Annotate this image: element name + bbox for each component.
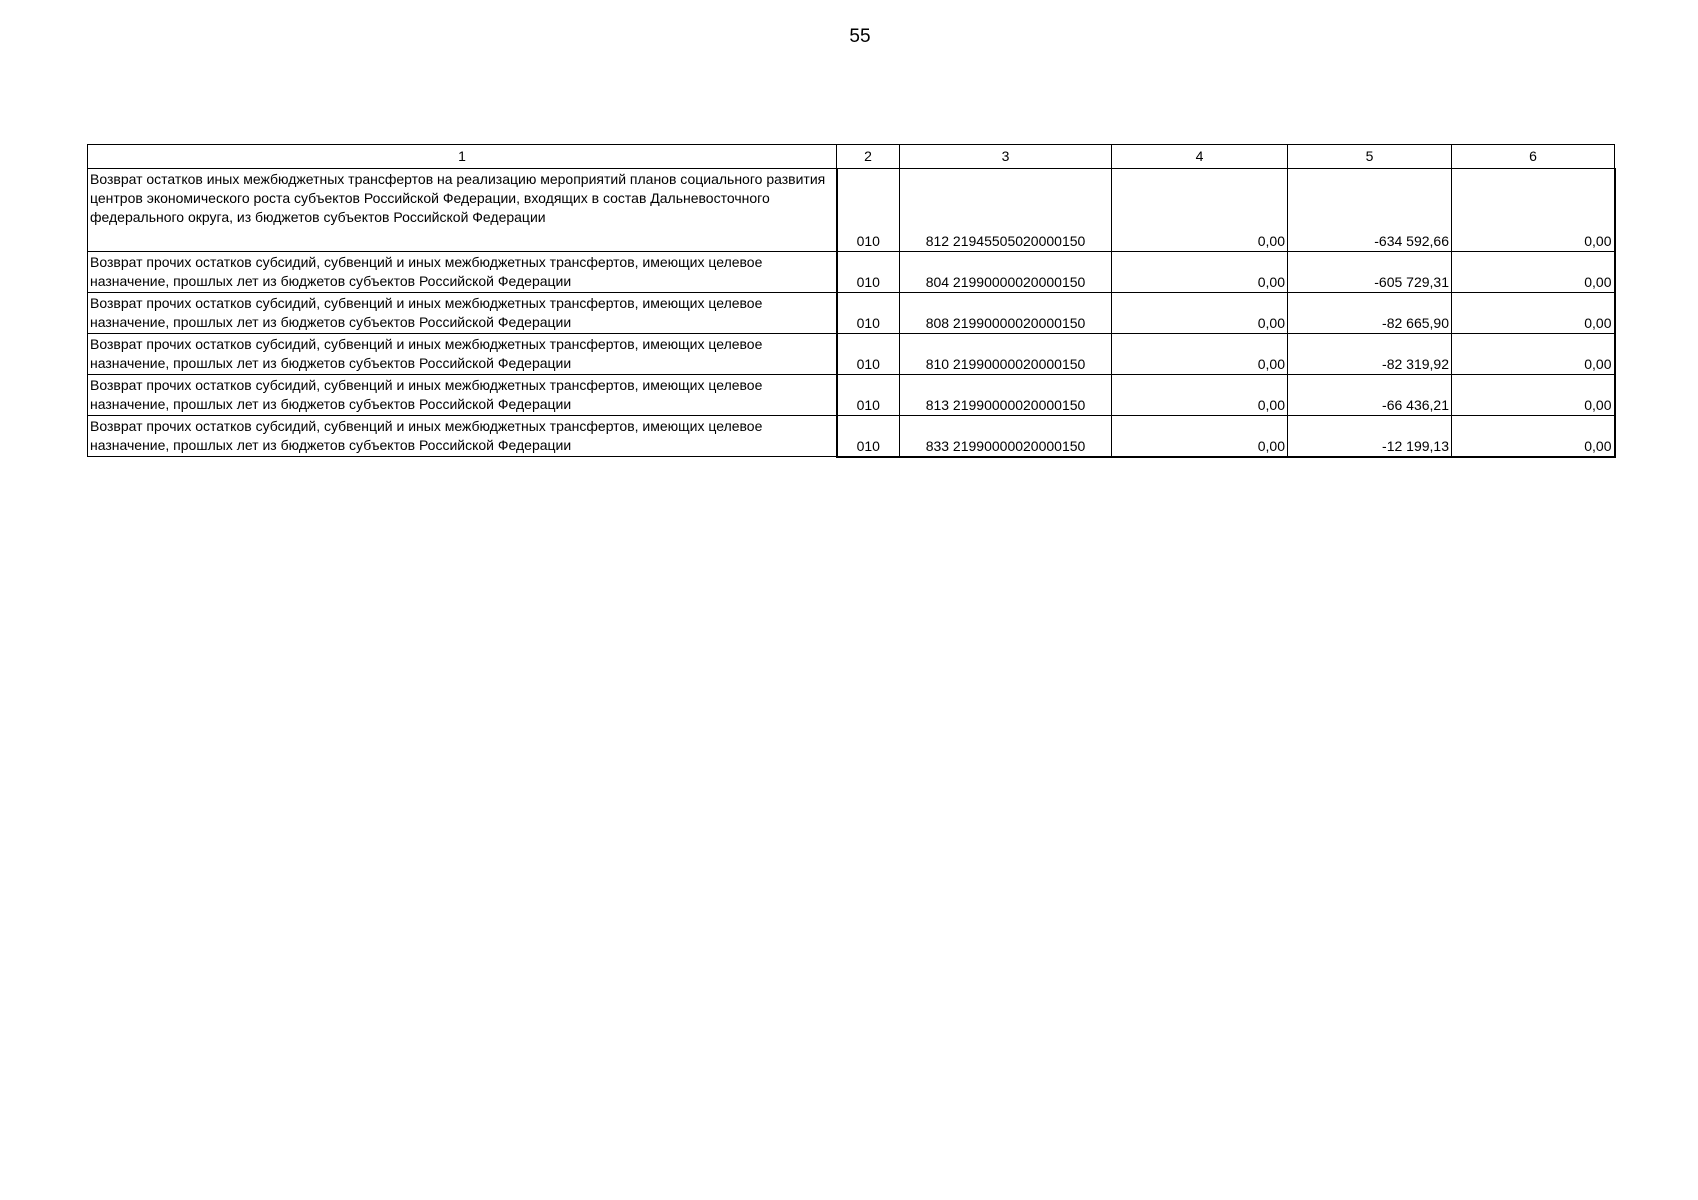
table-row <box>88 252 1615 293</box>
column-header: 6 <box>1452 145 1615 169</box>
row-value-col4: 0,00 <box>1112 169 1288 252</box>
table-header-row <box>88 145 1615 169</box>
row-budget-code: 813 21990000020000150 <box>900 375 1112 416</box>
row-value-col5: -82 319,92 <box>1288 334 1452 375</box>
column-header: 5 <box>1288 145 1452 169</box>
row-description: Возврат прочих остатков субсидий, субвенций и иных межбюджетных трансфертов, имеющих целевое назначение, прошлых лет из бюджетов субъектов Российской Федерации <box>88 375 837 416</box>
row-value-col6: 0,00 <box>1452 169 1615 252</box>
row-value-col5: -634 592,66 <box>1288 169 1452 252</box>
column-header: 1 <box>88 145 837 169</box>
table-row <box>88 416 1615 457</box>
table-row <box>88 169 1615 252</box>
row-value-col6: 0,00 <box>1452 293 1615 334</box>
row-description: Возврат прочих остатков субсидий, субвенций и иных межбюджетных трансфертов, имеющих целевое назначение, прошлых лет из бюджетов субъектов Российской Федерации <box>88 252 837 293</box>
row-line-code: 010 <box>837 375 900 416</box>
row-budget-code: 833 21990000020000150 <box>900 416 1112 457</box>
table-row <box>88 334 1615 375</box>
row-value-col4: 0,00 <box>1112 334 1288 375</box>
row-line-code: 010 <box>837 252 900 293</box>
row-value-col4: 0,00 <box>1112 252 1288 293</box>
column-header: 4 <box>1112 145 1288 169</box>
row-line-code: 010 <box>837 293 900 334</box>
row-description: Возврат прочих остатков субсидий, субвенций и иных межбюджетных трансфертов, имеющих целевое назначение, прошлых лет из бюджетов субъектов Российской Федерации <box>88 416 837 457</box>
row-description: Возврат остатков иных межбюджетных трансфертов на реализацию мероприятий планов социального развития центров экономического роста субъектов Российской Федерации, входящих в состав Дальневосточного федерального округа, из бюджетов субъектов Российской Федерации <box>88 169 837 252</box>
row-value-col5: -605 729,31 <box>1288 252 1452 293</box>
row-value-col4: 0,00 <box>1112 293 1288 334</box>
page-number: 55 <box>849 26 871 47</box>
row-value-col6: 0,00 <box>1452 252 1615 293</box>
report-table <box>87 144 1616 458</box>
row-budget-code: 810 21990000020000150 <box>900 334 1112 375</box>
row-budget-code: 804 21990000020000150 <box>900 252 1112 293</box>
row-value-col5: -66 436,21 <box>1288 375 1452 416</box>
row-description: Возврат прочих остатков субсидий, субвенций и иных межбюджетных трансфертов, имеющих целевое назначение, прошлых лет из бюджетов субъектов Российской Федерации <box>88 334 837 375</box>
row-value-col5: -82 665,90 <box>1288 293 1452 334</box>
row-value-col4: 0,00 <box>1112 416 1288 457</box>
row-description: Возврат прочих остатков субсидий, субвенций и иных межбюджетных трансфертов, имеющих целевое назначение, прошлых лет из бюджетов субъектов Российской Федерации <box>88 293 837 334</box>
row-budget-code: 812 21945505020000150 <box>900 169 1112 252</box>
row-budget-code: 808 21990000020000150 <box>900 293 1112 334</box>
row-line-code: 010 <box>837 169 900 252</box>
row-value-col6: 0,00 <box>1452 334 1615 375</box>
table-row <box>88 293 1615 334</box>
row-line-code: 010 <box>837 416 900 457</box>
row-line-code: 010 <box>837 334 900 375</box>
column-header: 3 <box>900 145 1112 169</box>
row-value-col6: 0,00 <box>1452 375 1615 416</box>
row-value-col4: 0,00 <box>1112 375 1288 416</box>
column-header: 2 <box>837 145 900 169</box>
row-value-col5: -12 199,13 <box>1288 416 1452 457</box>
table-row <box>88 375 1615 416</box>
row-value-col6: 0,00 <box>1452 416 1615 457</box>
